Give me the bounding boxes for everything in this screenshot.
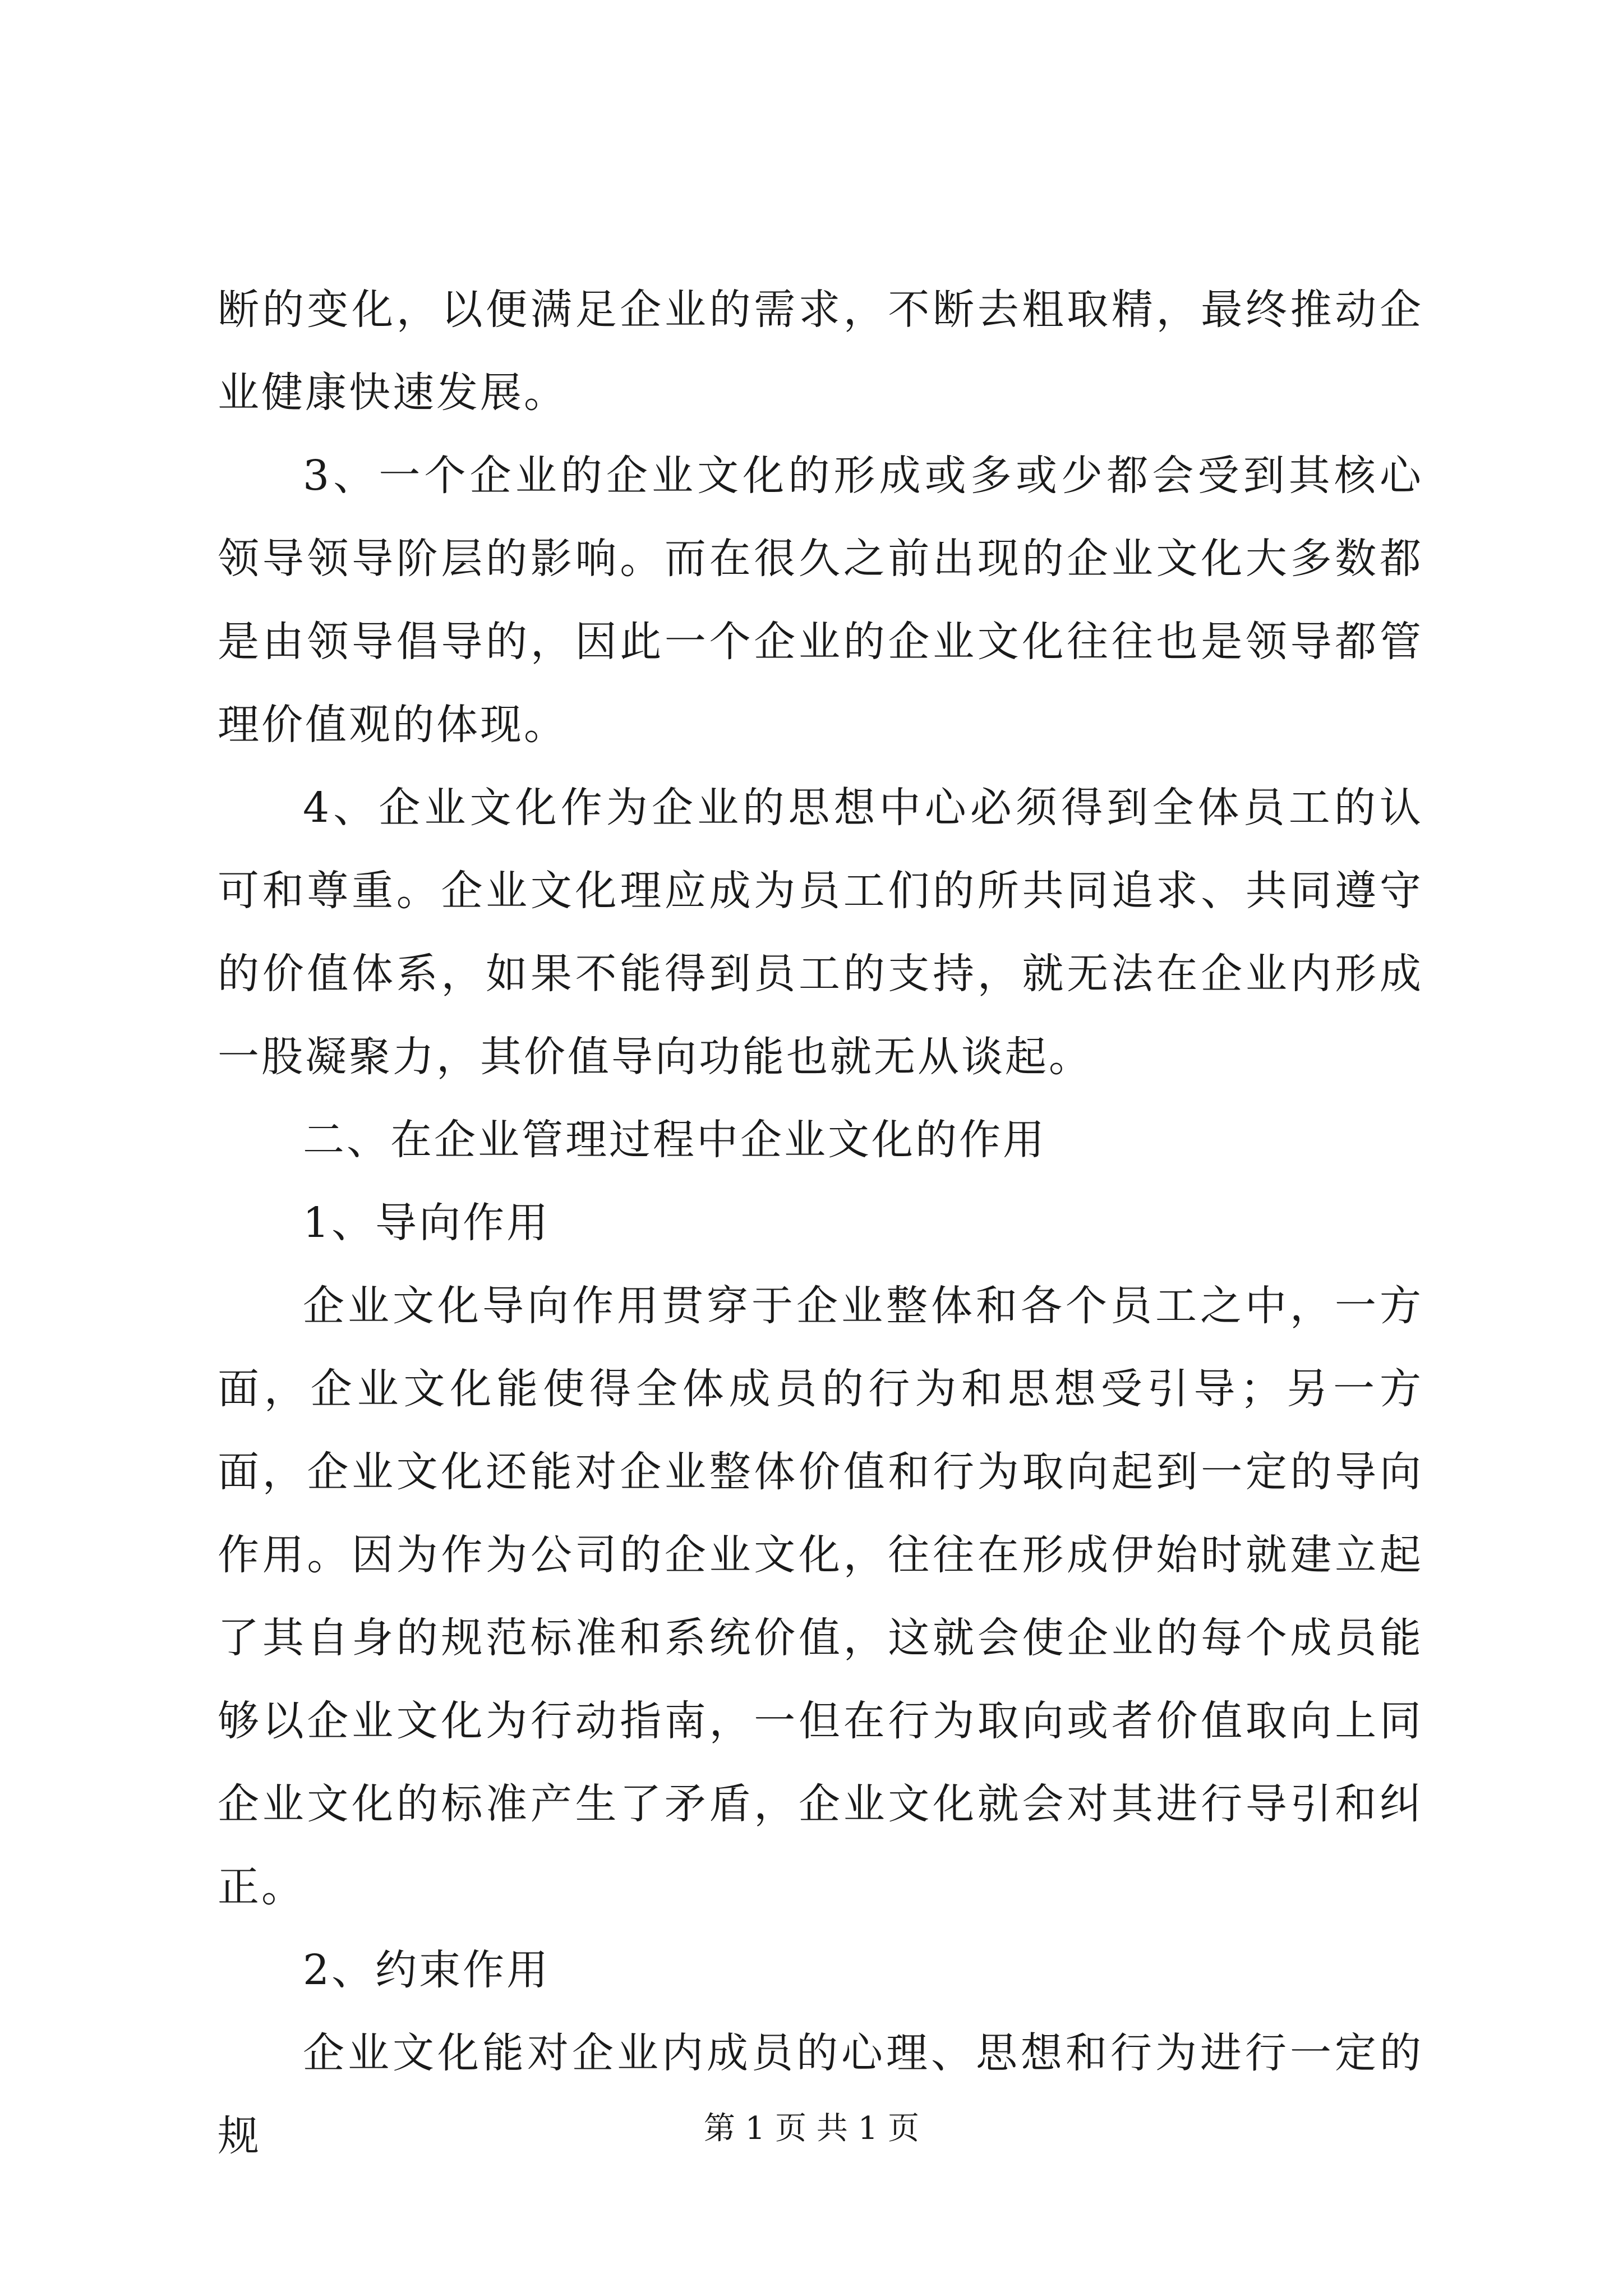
paragraph-guidance: 企业文化导向作用贯穿于企业整体和各个员工之中，一方面，企业文化能使得全体成员的行为和思想受引导；另一方面，企业文化还能对企业整体价值和行为取向起到一定的导向作用。因为作为公司的企业文化，往往在形成伊始时就建立起了其自身的规范标准和系统价值，这就会使企业的每个成员能够以企业文化为行动指南，一但在行为取向或者价值取向上同企业文化的标准产生了矛盾，企业文化就会对其进行导引和纠正。 (218, 1282, 1423, 1911)
paragraph-point-4: 4、企业文化作为企业的思想中心必须得到全体员工的认可和尊重。企业文化理应成为员工们的所共同追求、共同遵守的价值体系，如果不能得到员工的支持，就无法在企业内形成一股凝聚力，其价值导向功能也就无从谈起。 (218, 784, 1423, 1081)
paragraph-continuation: 断的变化，以便满足企业的需求，不断去粗取精，最终推动企业健康快速发展。 (218, 286, 1423, 417)
paragraph-constraint: 企业文化能对企业内成员的心理、思想和行为进行一定的规 (218, 2029, 1423, 2160)
subheading-constraint: 2、约束作用 (303, 1946, 551, 1994)
page-footer: 第 1 页 共 1 页 (703, 2110, 920, 2147)
document-body (218, 268, 1423, 2178)
paragraph-point-3: 3、一个企业的企业文化的形成或多或少都会受到其核心领导领导阶层的影响。而在很久之前出现的企业文化大多数都是由领导倡导的，因此一个企业的企业文化往往也是领导都管理价值观的体现。 (218, 452, 1423, 749)
subheading-guidance: 1、导向作用 (303, 1199, 551, 1247)
section-heading-2: 二、在企业管理过程中企业文化的作用 (303, 1116, 1046, 1164)
